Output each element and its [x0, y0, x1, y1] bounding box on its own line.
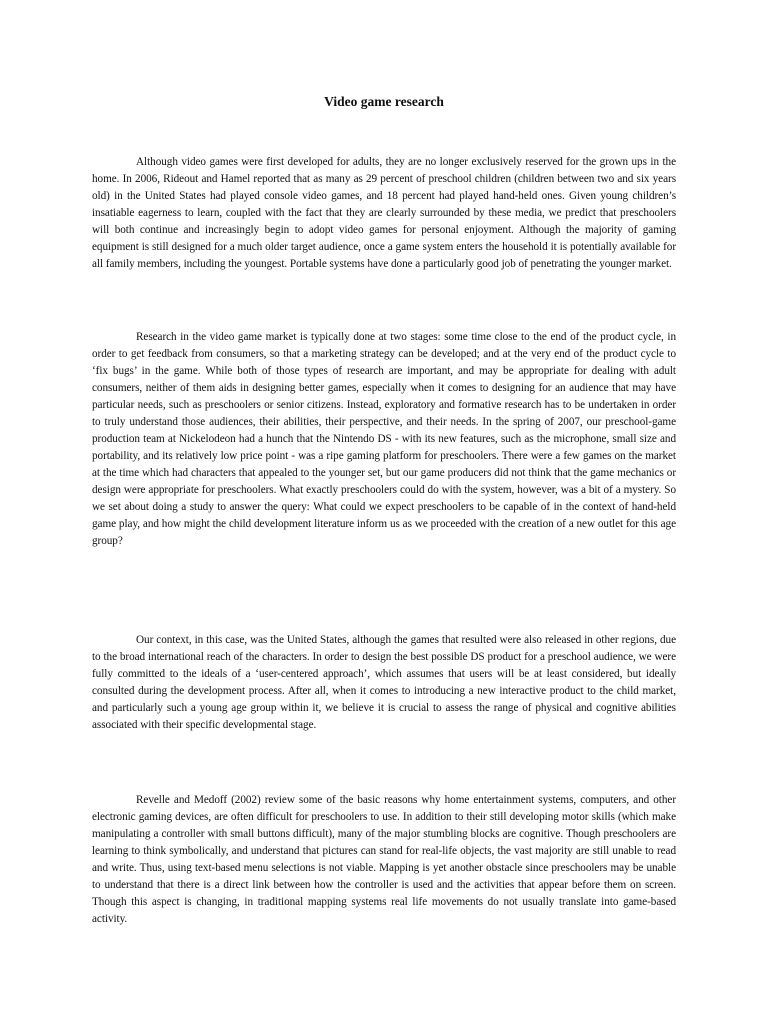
paragraph-2: Research in the video game market is typically done at two stages: some time close to the end of the product cycle, in order to get feedback from consumers, so that a marketing strategy can be developed; and at the very end of the product cycle to ‘fix bugs’ in the game. While both of those types of research are important, and may be appropriate for dealing with adult consumers, neither of them aids in designing better games, especially when it comes to designing for an audience that may have particular needs, such as preschoolers or senior citizens. Instead, exploratory and formative research has to be undertaken in order to truly understand those audiences, their abilities, their perspective, and their needs. In the spring of 2007, our preschool-game production team at Nickelodeon had a hunch that the Nintendo DS - with its new features, such as the microphone, small size and portability, and its relatively low price point - was a ripe gaming platform for preschoolers. There were a few games on the market at the time which had characters that appealed to the younger set, but our game producers did not think that the game mechanics or design were appropriate for preschoolers. What exactly preschoolers could do with the system, however, was a bit of a mystery. So we set about doing a study to answer the query: What could we expect preschoolers to be capable of in the context of hand-held game play, and how might the child development literature inform us as we proceeded with the creation of a new outlet for this age group? [92, 331, 676, 547]
paragraph-3: Our context, in this case, was the United States, although the games that resulted were also released in other regions, due to the broad international reach of the characters. In order to design the best possible DS product for a preschool audience, we were fully committed to the ideals of a ‘user-centered approach’, which assumes that users will be at least considered, but ideally consulted during the development process. After all, when it comes to introducing a new interactive product to the child market, and particularly such a young age group within it, we believe it is crucial to assess the range of physical and cognitive abilities associated with their specific developmental stage. [92, 634, 676, 731]
paragraph-1: Although video games were first developed for adults, they are no longer exclusively reserved for the grown ups in the home. In 2006, Rideout and Hamel reported that as many as 29 percent of preschool children (children between two and six years old) in the United States had played console video games, and 18 percent had played hand-held ones. Given young children’s insatiable eagerness to learn, coupled with the fact that they are clearly surrounded by these media, we predict that preschoolers will both continue and increasingly begin to adopt video games for personal enjoyment. Although the majority of gaming equipment is still designed for a much older target audience, once a game system enters the household it is potentially available for all family members, including the youngest. Portable systems have done a particularly good job of penetrating the younger market. [92, 156, 676, 270]
document-title: Video game research [324, 94, 444, 109]
paragraph-4: Revelle and Medoff (2002) review some of the basic reasons why home entertainment systems, computers, and other electronic gaming devices, are often difficult for preschoolers to use. In addition to their still developing motor skills (which make manipulating a controller with small buttons difficult), many of the major stumbling blocks are cognitive. Though preschoolers are learning to think symbolically, and understand that pictures can stand for real-life objects, the vast majority are still unable to read and write. Thus, using text-based menu selections is not viable. Mapping is yet another obstacle since preschoolers may be unable to understand that there is a direct link between how the controller is used and the activities that appear before them on screen. Though this aspect is changing, in traditional mapping systems real life movements do not usually translate into game-based activity. [92, 794, 676, 925]
